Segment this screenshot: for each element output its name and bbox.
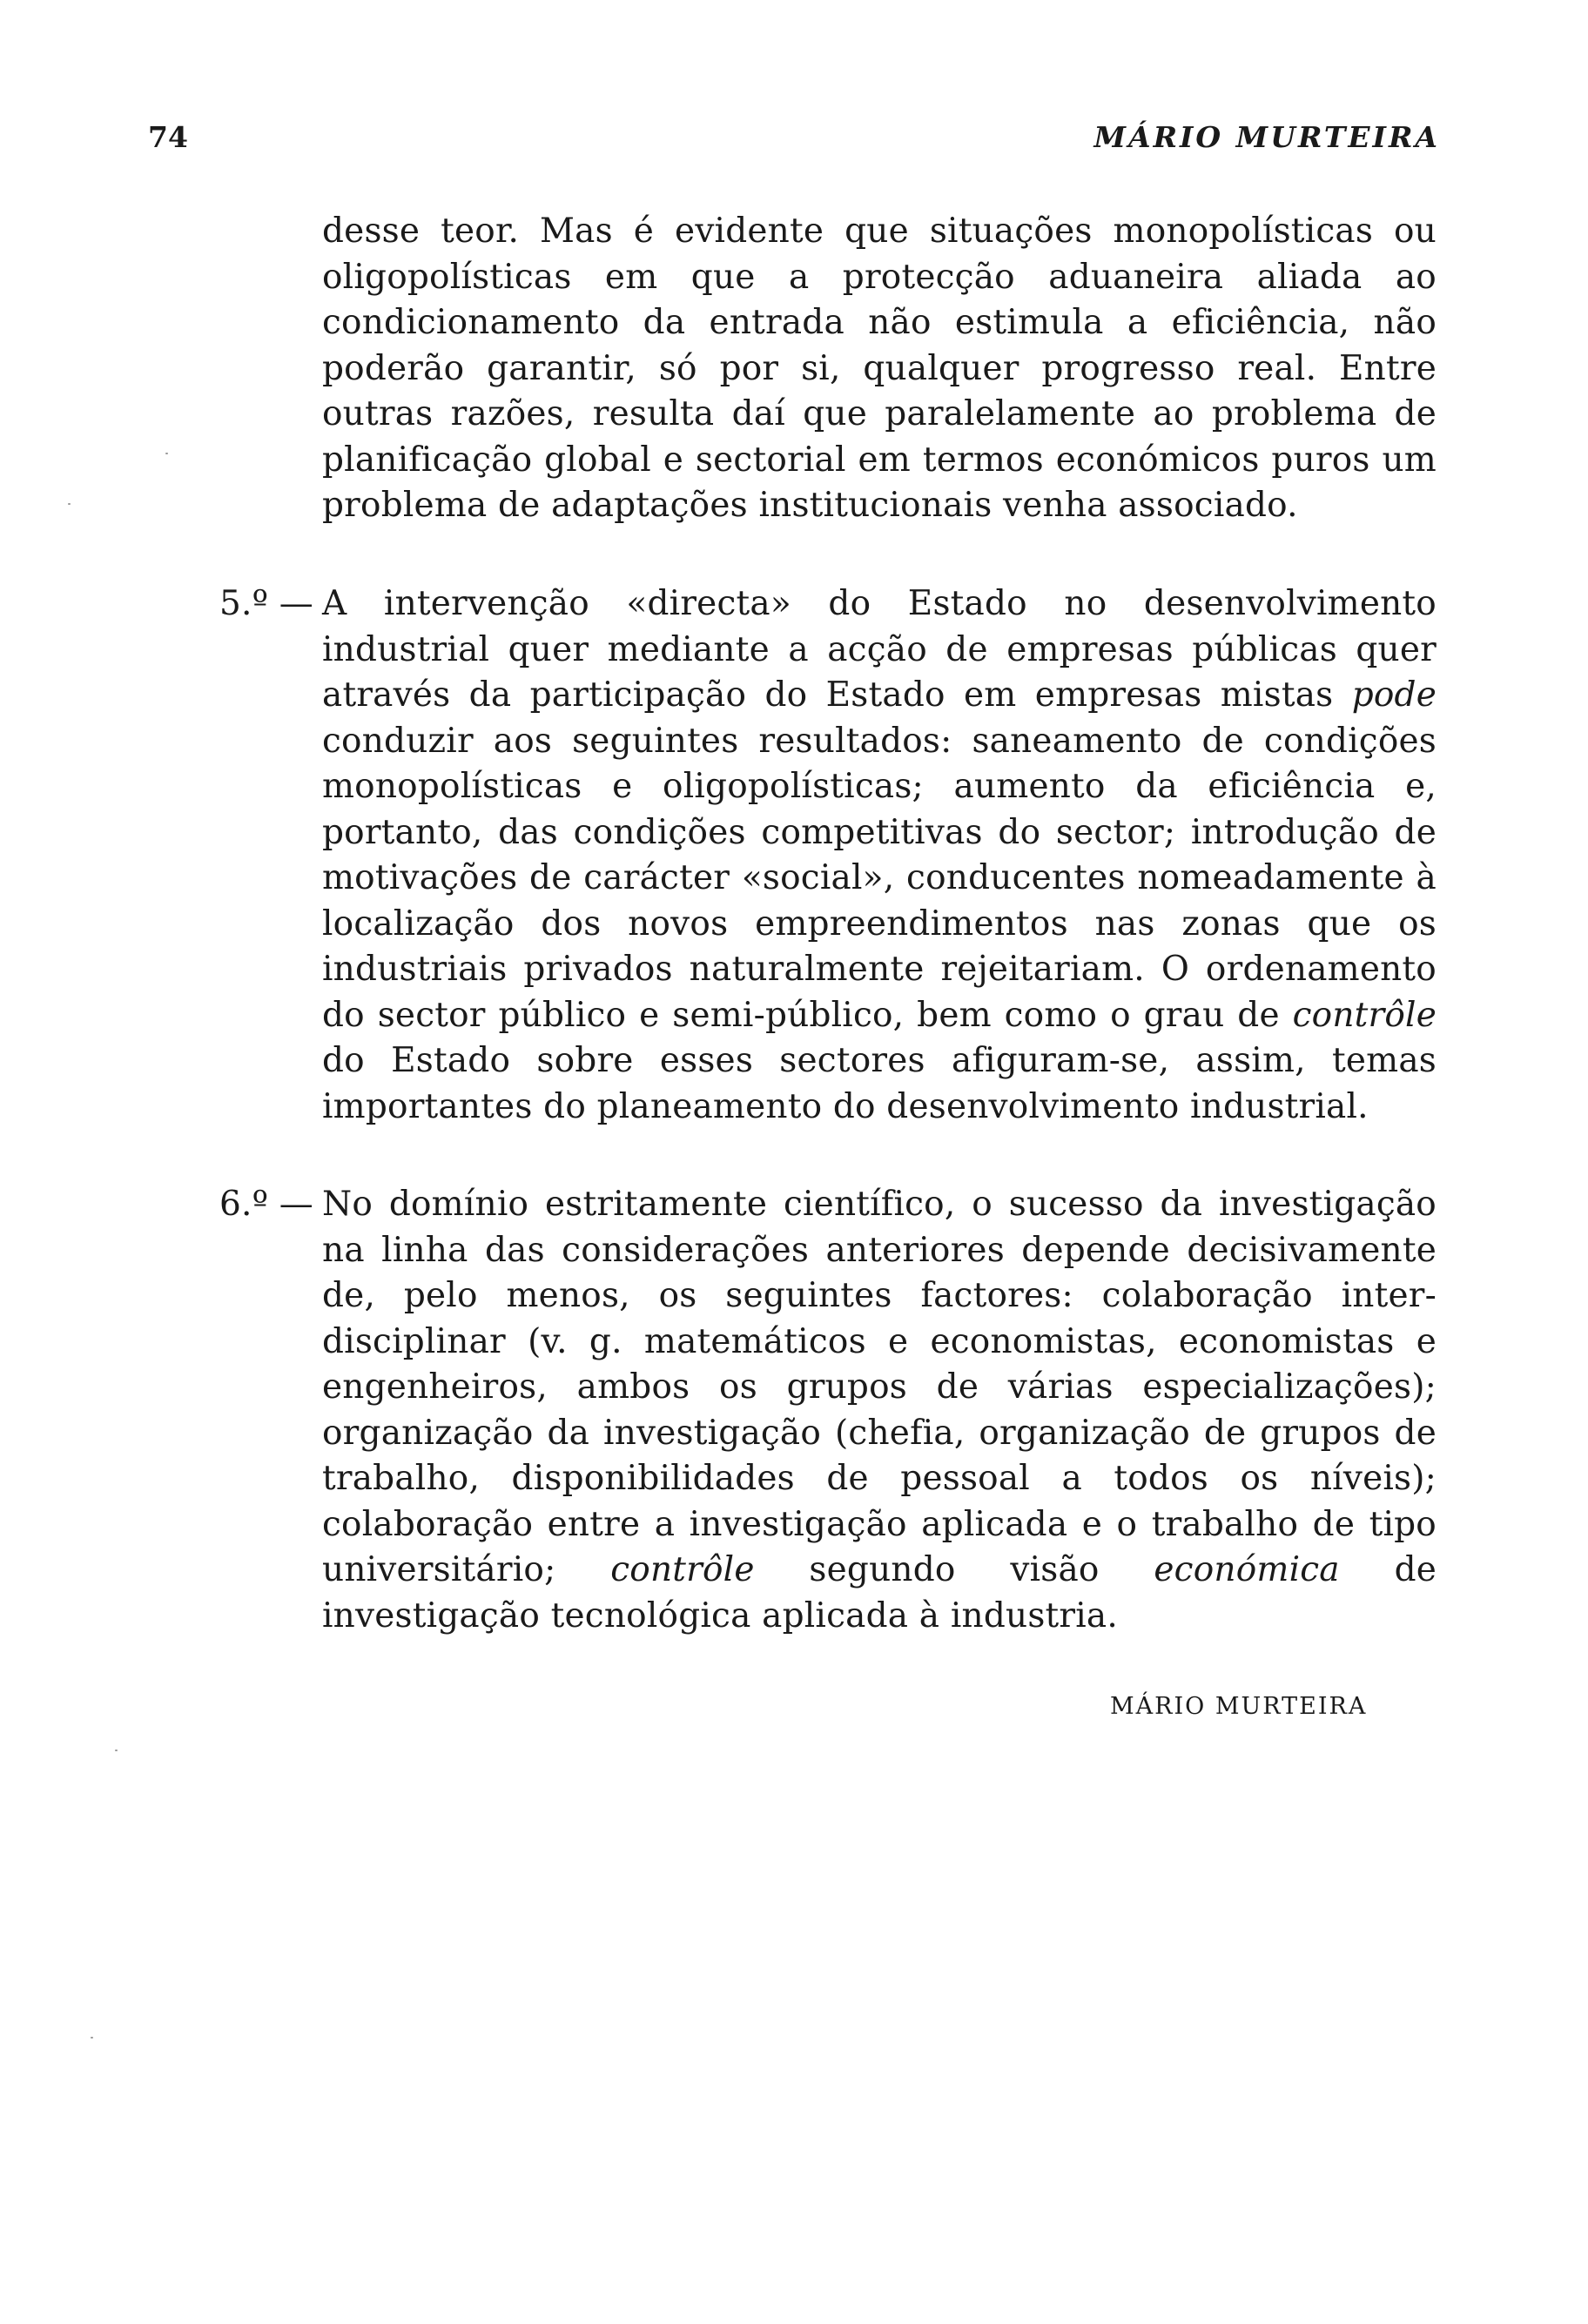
item-6-number: 6.º — bbox=[219, 1185, 313, 1224]
scan-speck bbox=[68, 503, 71, 505]
item-5-text bbox=[322, 581, 1437, 1130]
author-signature: MÁRIO MURTEIRA bbox=[1110, 1693, 1368, 1720]
lead-paragraph-text: desse teor. Mas é evidente que situações monopolísticas ou oligopolísticas em que a protecção aduaneira aliada ao condicionamento da entrada não estimula a eficiência, não poderão garantir, só por si, qualquer progresso real. Entre outras razões, resulta daí que paralelamente ao problema de planificação global e sectorial em termos económicos puros um problema de adaptações institucionais venha associado. bbox=[322, 212, 1437, 525]
item-6-text-part-2: segundo visão bbox=[754, 1550, 1154, 1589]
scan-speck bbox=[165, 453, 168, 454]
item-6-text-part-1: No domínio estritamente científico, o sucesso da investigação na linha das considerações anteriores depende decisivamente de, pelo menos, os seguintes factores: colaboração inter-disciplinar (v. g. matemáticos e economistas, economistas e engenheiros, ambos os grupos de várias especializações); organização da investigação (chefia, organização de grupos de trabalho, disponibilidades de pessoal a todos os níveis); colaboração entre a investigação aplicada e o trabalho de tipo universitário; bbox=[322, 1185, 1437, 1589]
scan-speck bbox=[91, 2037, 93, 2039]
item-5-text-part-3: do Estado sobre esses sectores afiguram-se, assim, temas importantes do planeamento do desenvolvimento industrial. bbox=[322, 1041, 1437, 1126]
item-5-text-part-2: conduzir aos seguintes resultados: saneamento de condições monopolísticas e oligopolísticas; aumento da eficiência e, portanto, das condições competitivas do sector; introdução de motivações de carácter «social», conducentes nomeadamente à localização dos novos empreendimentos nas zonas que os industriais privados naturalmente rejeitariam. O ordenamento do sector público e semi-público, bem como o grau de bbox=[322, 721, 1437, 1035]
running-head bbox=[148, 120, 1440, 164]
item-6-emphasis-controle: contrôle bbox=[610, 1550, 755, 1589]
item-5-text-part-1: A intervenção «directa» do Estado no desenvolvimento industrial quer mediante a acção de empresas públicas quer através da participação do Estado em empresas mistas bbox=[322, 584, 1437, 715]
item-5-emphasis-pode: pode bbox=[1351, 675, 1437, 715]
item-6-text bbox=[322, 1182, 1437, 1639]
item-6-text-part-3: de investigação tecnológica aplicada à industria. bbox=[322, 1550, 1437, 1636]
item-6-emphasis-economica: económica bbox=[1154, 1550, 1340, 1589]
lead-paragraph bbox=[322, 209, 1437, 529]
item-6-paragraph bbox=[219, 1182, 1437, 1639]
item-5-emphasis-controle: contrôle bbox=[1292, 995, 1437, 1035]
header-author: MÁRIO MURTEIRA bbox=[1093, 120, 1440, 154]
item-5-number: 5.º — bbox=[219, 584, 313, 623]
item-5-paragraph bbox=[219, 581, 1437, 1130]
scan-speck bbox=[115, 1750, 118, 1751]
page-number: 74 bbox=[148, 120, 188, 154]
